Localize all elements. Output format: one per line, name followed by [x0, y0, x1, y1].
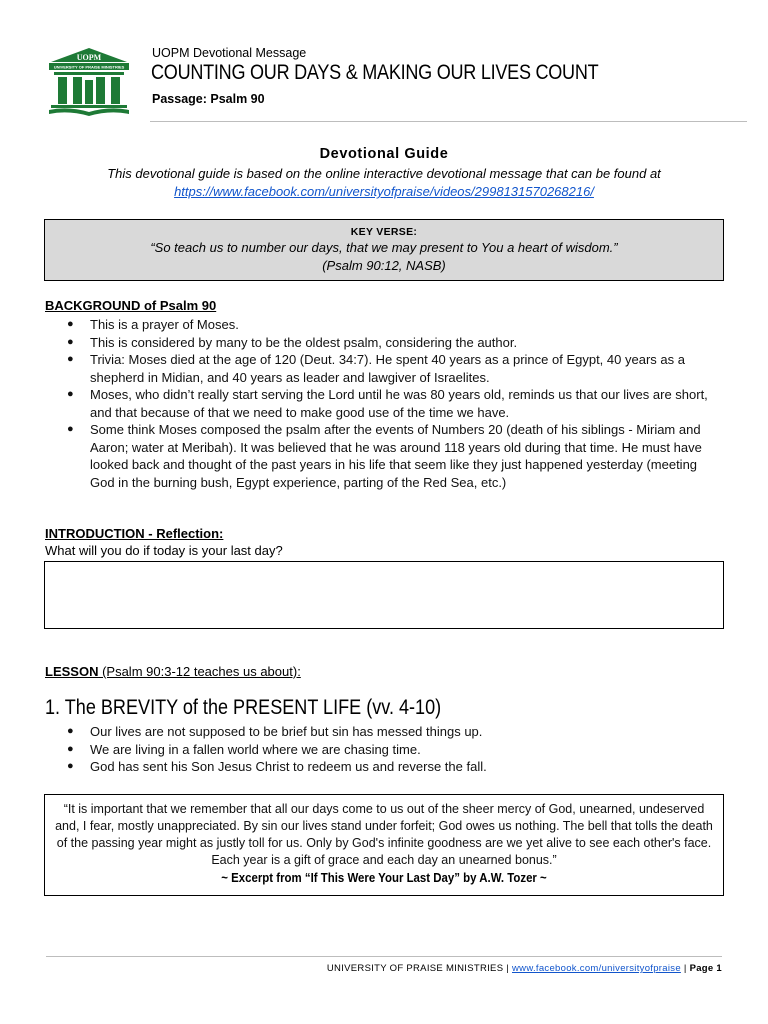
bullet-icon: ●: [67, 335, 74, 348]
page-footer: UNIVERSITY OF PRAISE MINISTRIES | www.facebook.com/universityofpraise | Page 1: [326, 963, 722, 974]
footer-link[interactable]: www.facebook.com/universityofpraise: [512, 963, 681, 974]
lesson-list: [45, 723, 725, 776]
background-list: [45, 316, 725, 491]
quote-text: “It is important that we remember that all our days come to us out of the sheer mercy of God, unearned, undeserved and, I fear, mostly unappreciated. By sin our lives stand under forfeit; God owes us nothing. The bell that tolls the death of the passing year might as justly toll for us. Only by God's infinite goodness are we yet alive to see each other's face. Each year is a gift of grace and each day an unearned bonus.”: [55, 802, 713, 867]
document-title: COUNTING OUR DAYS & MAKING OUR LIVES COUNT: [151, 61, 599, 84]
list-item: ● We are living in a fallen world where we are chasing time.: [67, 741, 421, 757]
lesson-heading: LESSON (Psalm 90:3-12 teaches us about):: [45, 664, 301, 679]
list-item: ● Trivia: Moses died at the age of 120 (Deut. 34:7). He spent 40 years as a prince of Egypt, 40 years as a shepherd in Midian, and 40 years as leader and lawgiver of Israelites.: [67, 352, 685, 385]
bullet-icon: ●: [67, 742, 74, 755]
bullet-icon: ●: [67, 725, 74, 737]
bullet-icon: ●: [67, 760, 74, 772]
logo-text-band: UNIVERSITY OF PRAISE MINISTRIES: [53, 64, 125, 70]
bullet-icon: ●: [67, 318, 74, 330]
quote-credit: ~ Excerpt from “If This Were Your Last Day” by A.W. Tozer ~: [221, 870, 547, 885]
list-item: ● Some think Moses composed the psalm after the events of Numbers 20 (death of his siblings - Miriam and Aaron; water at Meribah). It was believed that he was around 118 years old during that time. He must have looked back and thought of the past years in his life that seem like they just happened yesterday (meeting God in the burning bush, Egypt experience, parting of the Red Sea, etc.): [67, 422, 702, 490]
footer-divider: [46, 956, 722, 957]
reflection-question: What will you do if today is your last day?: [45, 543, 283, 558]
background-heading: BACKGROUND of Psalm 90: [45, 298, 217, 313]
bullet-icon: ●: [67, 353, 74, 365]
list-item: ● This is a prayer of Moses.: [67, 317, 239, 332]
reflection-answer-box[interactable]: [44, 561, 724, 629]
bullet-icon: ●: [67, 388, 74, 400]
header-divider: [150, 121, 747, 122]
footer-org: UNIVERSITY OF PRAISE MINISTRIES: [326, 963, 504, 974]
bullet-icon: ●: [67, 423, 74, 435]
logo-text-top: UOPM: [76, 53, 102, 62]
page-number: Page 1: [689, 963, 722, 974]
guide-video-link[interactable]: https://www.facebook.com/universityofpraise/videos/2998131570268216/: [174, 184, 594, 199]
key-verse-label: KEY VERSE:: [350, 226, 418, 238]
ministry-logo: [46, 46, 132, 118]
guide-description-text: This devotional guide is based on the online interactive devotional message that can be found at: [107, 166, 661, 181]
key-verse-reference: (Psalm 90:12, NASB): [322, 258, 446, 273]
key-verse-text: “So teach us to number our days, that we may present to You a heart of wisdom.”: [150, 240, 618, 255]
list-item: ● Moses, who didn’t really start serving the Lord until he was 80 years old, reminds us that our lives are short, and that because of that we need to make good use of the time we have.: [67, 387, 708, 420]
passage-label: Passage: Psalm 90: [152, 92, 265, 106]
header-subtitle: UOPM Devotional Message: [152, 46, 307, 60]
guide-description: [0, 165, 768, 201]
list-item: ● This is considered by many to be the oldest psalm, considering the author.: [67, 334, 518, 350]
quote-box: [44, 794, 724, 896]
lesson-point-title: 1. The BREVITY of the PRESENT LIFE (vv. 4-10): [45, 696, 442, 719]
introduction-heading: INTRODUCTION - Reflection:: [45, 526, 224, 541]
list-item: ● Our lives are not supposed to be brief but sin has messed things up.: [67, 724, 483, 739]
list-item: ● God has sent his Son Jesus Christ to redeem us and reverse the fall.: [67, 759, 487, 774]
key-verse-box: [44, 219, 724, 281]
guide-title: Devotional Guide: [319, 146, 449, 162]
